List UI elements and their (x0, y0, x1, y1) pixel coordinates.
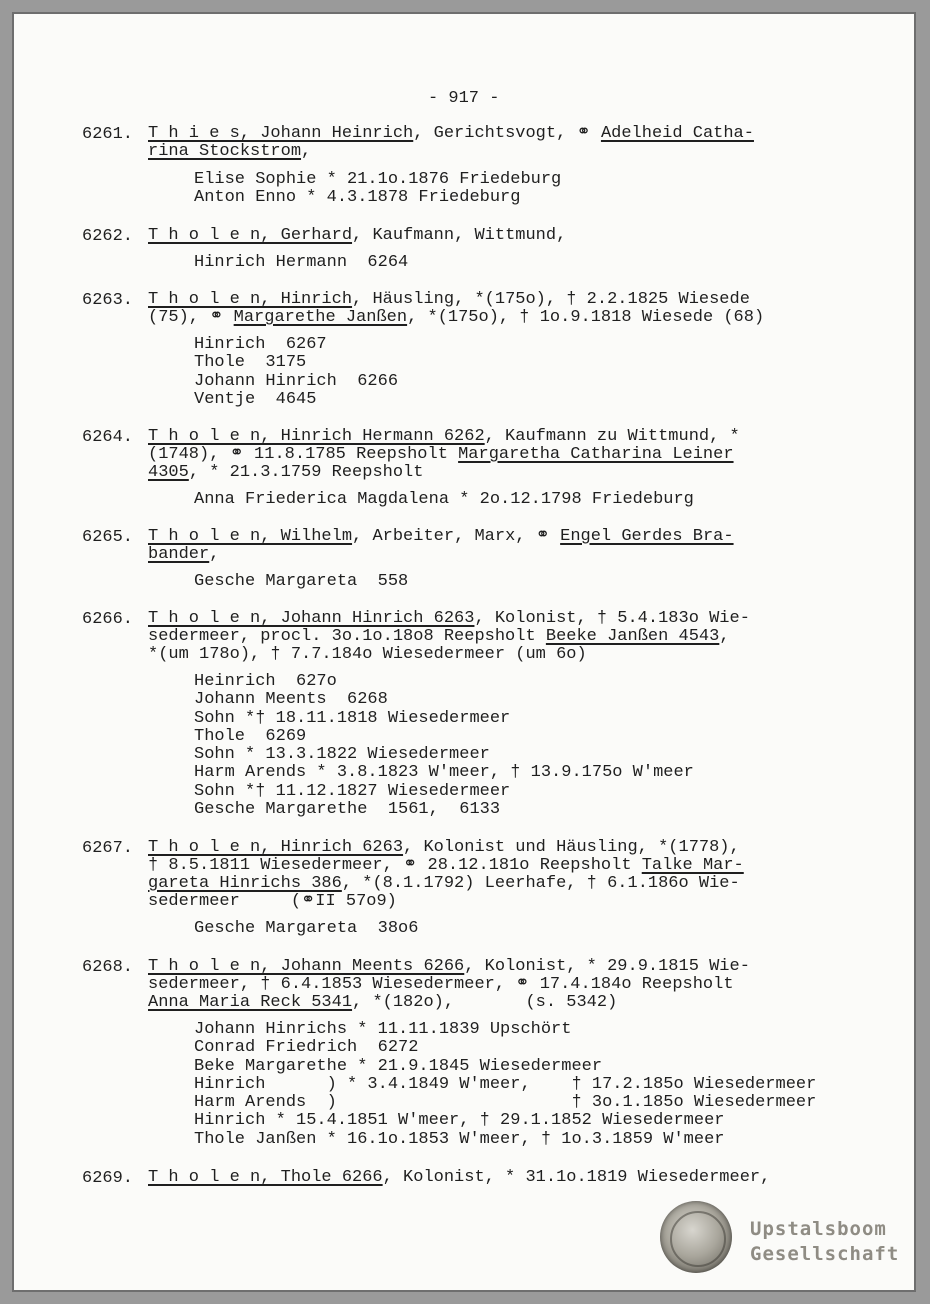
entry-number: 6262. (82, 227, 134, 246)
list-item: Gesche Margareta 38o6 (194, 919, 419, 938)
spouse-name: Adelheid Catha- (600, 124, 754, 143)
brand-line-2: Gesellschaft (750, 1243, 900, 1265)
list-item: Johann Hinrich 6266 (194, 371, 399, 391)
person-name: T h o l e n, Johann Meents 6266 (148, 957, 465, 976)
entry-6268: T h o l e n, Johann Meents 6266, Kolonist, * 29.9.1815 Wie- sedermeer, † 6.4.1853 Wiesedermeer, ⚭ 17.4.184o Reepsholt Anna Maria Reck 5341, *(182o), (s. 5342) (148, 957, 750, 1012)
list-item: Gesche Margareta 558 (194, 572, 409, 591)
list-item: Anton Enno * 4.3.1878 Friedeburg (194, 188, 521, 208)
spouse-name: 4305 (148, 463, 189, 482)
brand-logo (750, 1217, 899, 1267)
list-item: Sohn *† 11.12.1827 Wiesedermeer (194, 781, 511, 801)
list-item: Beke Margarethe * 21.9.1845 Wiesedermeer (194, 1056, 603, 1076)
entry-6269: T h o l e n, Thole 6266, Kolonist, * 31.1o.1819 Wiesedermeer, (148, 1168, 771, 1187)
person-name: T h o l e n, Hinrich 6263 (148, 838, 404, 857)
entry-number: 6261. (82, 125, 134, 144)
children-list (194, 336, 398, 409)
list-item: Johann Meents 6268 (194, 690, 388, 710)
entry-6266: T h o l e n, Johann Hinrich 6263, Kolonist, † 5.4.183o Wie- sedermeer, procl. 3o.1o.18o8 Reepsholt Beeke Janßen 4543, *(um 178o), † 7.7.184o Wiesedermeer (um 6o) (148, 609, 750, 664)
person-name: T h o l e n, Hinrich (148, 290, 353, 309)
entry-6261: T h i e s, Johann Heinrich, Gerichtsvogt, ⚭ Adelheid Catha- rina Stockstrom, (148, 124, 754, 161)
children-list (194, 573, 408, 591)
entry-number: 6264. (82, 428, 134, 447)
seal-logo-icon (660, 1201, 732, 1273)
list-item: Elise Sophie * 21.1o.1876 Friedeburg (194, 170, 562, 189)
person-name: T h o l e n, Johann Hinrich 6263 (148, 609, 475, 628)
list-item: Hinrich Hermann 6264 (194, 253, 409, 272)
list-item: Gesche Margarethe 1561, 6133 (194, 800, 501, 820)
entry-number: 6263. (82, 291, 134, 310)
list-item: Johann Hinrichs * 11.11.1839 Upschört (194, 1020, 572, 1039)
list-item: Harm Arends ) † 3o.1.185o Wiesedermeer (194, 1093, 817, 1113)
spouse-name: bander (148, 545, 210, 564)
list-item: Thole Janßen * 16.1o.1853 W'meer, † 1o.3.1859 W'meer (194, 1129, 725, 1149)
list-item: Hinrich ) * 3.4.1849 W'meer, † 17.2.185o Wiesedermeer (194, 1074, 817, 1094)
spouse-name: Anna Maria Reck 5341 (148, 993, 353, 1012)
spouse-name: rina Stockstrom (148, 142, 302, 161)
brand-line-1: Upstalsboom (750, 1218, 887, 1240)
children-list (194, 171, 561, 208)
children-list (194, 491, 694, 509)
person-name: T h o l e n, Wilhelm (148, 527, 353, 546)
person-name: T h o l e n, Hinrich Hermann 6262 (148, 427, 485, 446)
entry-6265: T h o l e n, Wilhelm, Arbeiter, Marx, ⚭ Engel Gerdes Bra- bander, (148, 527, 734, 564)
list-item: Heinrich 627o (194, 672, 337, 691)
person-name: T h o l e n, Thole 6266 (148, 1168, 383, 1187)
entry-6263: T h o l e n, Hinrich, Häusling, *(175o), † 2.2.1825 Wiesede (75), ⚭ Margarethe Janßen, *(175o), † 1o.9.1818 Wiesede (68) (148, 290, 765, 327)
document-page (14, 14, 914, 1290)
entry-6267: T h o l e n, Hinrich 6263, Kolonist und Häusling, *(1778), † 8.5.1811 Wiesedermeer, ⚭ 28.12.181o Reepsholt Talke Mar- gareta Hinrichs 386, *(8.1.1792) Leerhafe, † 6.1.186o Wie- sedermeer (⚭II 57o9) (148, 838, 744, 911)
entry-6264: T h o l e n, Hinrich Hermann 6262, Kaufmann zu Wittmund, * (1748), ⚭ 11.8.1785 Reepsholt Margaretha Catharina Leiner 4305, * 21.3.1759 Reepsholt (148, 427, 740, 482)
entry-6262: T h o l e n, Gerhard, Kaufmann, Wittmund, (148, 226, 567, 245)
list-item: Thole 6269 (194, 726, 307, 746)
children-list (194, 673, 694, 819)
entry-number: 6266. (82, 610, 134, 629)
person-name: T h i e s, Johann Heinrich (148, 124, 414, 143)
children-list (194, 1021, 816, 1149)
list-item: Conrad Friedrich 6272 (194, 1038, 419, 1058)
children-list (194, 254, 408, 272)
list-item: Sohn *† 18.11.1818 Wiesedermeer (194, 708, 511, 728)
spouse-name: gareta Hinrichs 386 (148, 874, 342, 893)
spouse-name: Talke Mar- (641, 856, 744, 875)
person-name: T h o l e n, Gerhard (148, 226, 353, 245)
spouse-name: Margarethe Janßen (233, 308, 408, 327)
list-item: Anna Friederica Magdalena * 2o.12.1798 Friedeburg (194, 490, 694, 509)
spouse-name: Engel Gerdes Bra- (560, 527, 734, 546)
spouse-name: Beeke Janßen 4543 (545, 627, 720, 646)
list-item: Thole 3175 (194, 353, 307, 373)
list-item: Harm Arends * 3.8.1823 W'meer, † 13.9.175o W'meer (194, 763, 694, 783)
list-item: Sohn * 13.3.1822 Wiesedermeer (194, 745, 490, 765)
children-list (194, 920, 418, 938)
list-item: Hinrich * 15.4.1851 W'meer, † 29.1.1852 Wiesedermeer (194, 1111, 725, 1131)
entry-number: 6268. (82, 958, 134, 977)
list-item: Ventje 4645 (194, 389, 317, 409)
spouse-name: Margaretha Catharina Leiner (458, 445, 734, 464)
entry-number: 6267. (82, 839, 134, 858)
page-number: - 917 - (428, 89, 500, 108)
entry-number: 6265. (82, 528, 134, 547)
entry-number: 6269. (82, 1169, 134, 1188)
list-item: Hinrich 6267 (194, 335, 327, 354)
